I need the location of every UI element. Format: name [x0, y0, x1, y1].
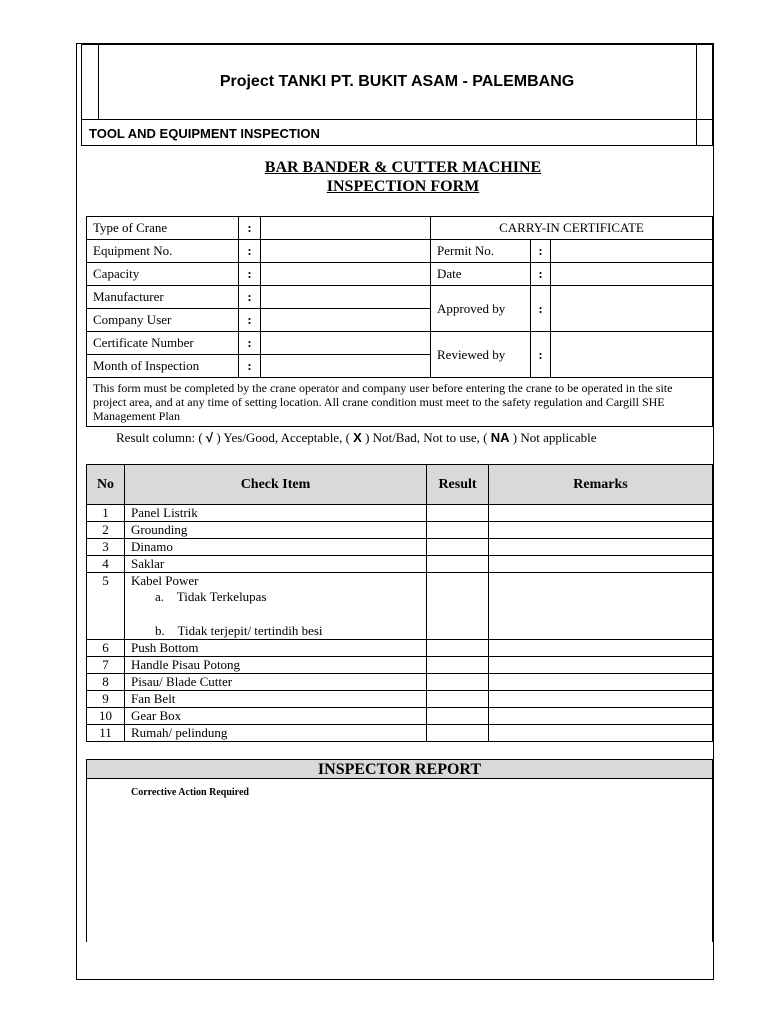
corrective-action-label: Corrective Action Required	[131, 787, 249, 798]
remarks-cell[interactable]	[489, 522, 713, 539]
legend-na: ) Not applicable	[509, 430, 597, 445]
legend-prefix: Result column: (	[116, 430, 206, 445]
result-cell[interactable]	[427, 522, 489, 539]
table-row: 2 Grounding	[87, 522, 713, 539]
manufacturer-label: Manufacturer	[87, 286, 239, 309]
colon: :	[239, 263, 261, 286]
item-label: Kabel Power	[131, 573, 199, 588]
table-row: 10 Gear Box	[87, 708, 713, 725]
form-title-line2: INSPECTION FORM	[326, 178, 480, 195]
carry-in-certificate: CARRY-IN CERTIFICATE	[431, 217, 713, 240]
table-row: 6 Push Bottom	[87, 640, 713, 657]
remarks-cell[interactable]	[489, 725, 713, 742]
result-cell[interactable]	[427, 505, 489, 522]
remarks-cell[interactable]	[489, 505, 713, 522]
colon: :	[531, 240, 551, 263]
result-legend	[116, 430, 597, 446]
form-title-line1: BAR BANDER & CUTTER MACHINE	[264, 159, 542, 176]
remarks-cell[interactable]	[489, 691, 713, 708]
remarks-cell[interactable]	[489, 674, 713, 691]
col-check-item: Check Item	[125, 465, 427, 505]
colon: :	[239, 355, 261, 378]
colon: :	[531, 332, 551, 378]
table-row: 5 Kabel Power a. Tidak Terkelupas b. Tidak terjepit/ tertindih besi	[87, 573, 713, 640]
check-table	[86, 464, 713, 742]
result-cell[interactable]	[427, 674, 489, 691]
result-cell[interactable]	[427, 640, 489, 657]
equipment-no-label: Equipment No.	[87, 240, 239, 263]
month-of-inspection-label: Month of Inspection	[87, 355, 239, 378]
permit-no-label: Permit No.	[431, 240, 531, 263]
approved-by-value[interactable]	[551, 286, 713, 332]
remarks-cell[interactable]	[489, 640, 713, 657]
instruction-note: This form must be completed by the crane operator and company user before entering the crane to be operated in the site project area, and at any time of setting location. All crane condition must meet to the safety regulation and Cargill SHE Management Plan	[87, 378, 713, 427]
table-row: 4 Saklar	[87, 556, 713, 573]
colon: :	[239, 286, 261, 309]
company-user-value[interactable]	[261, 309, 431, 332]
legend-no: ) Not/Bad, Not to use, (	[361, 430, 491, 445]
info-table	[86, 216, 713, 427]
col-remarks: Remarks	[489, 465, 713, 505]
result-cell[interactable]	[427, 556, 489, 573]
result-cell[interactable]	[427, 657, 489, 674]
result-cell[interactable]	[427, 539, 489, 556]
table-row: 7 Handle Pisau Potong	[87, 657, 713, 674]
table-row: 3 Dinamo	[87, 539, 713, 556]
remarks-cell[interactable]	[489, 708, 713, 725]
reviewed-by-label: Reviewed by	[431, 332, 531, 378]
result-cell[interactable]	[427, 573, 489, 640]
na-mark: NA	[490, 430, 510, 445]
approved-by-label: Approved by	[431, 286, 531, 332]
inspector-report-area[interactable]	[86, 779, 713, 942]
colon: :	[531, 263, 551, 286]
form-title	[76, 158, 730, 196]
capacity-value[interactable]	[261, 263, 431, 286]
check-mark-icon: √	[205, 430, 214, 445]
table-row: 8 Pisau/ Blade Cutter	[87, 674, 713, 691]
sub-item-a: a. Tidak Terkelupas	[155, 589, 267, 604]
date-label: Date	[431, 263, 531, 286]
date-value[interactable]	[551, 263, 713, 286]
col-result: Result	[427, 465, 489, 505]
section-subtitle: TOOL AND EQUIPMENT INSPECTION	[89, 125, 320, 141]
col-no: No	[87, 465, 125, 505]
remarks-cell[interactable]	[489, 539, 713, 556]
inspector-report-title: INSPECTOR REPORT	[86, 759, 713, 779]
certificate-number-label: Certificate Number	[87, 332, 239, 355]
company-user-label: Company User	[87, 309, 239, 332]
type-of-crane-label: Type of Crane	[87, 217, 239, 240]
colon: :	[239, 240, 261, 263]
sub-item-b: b. Tidak terjepit/ tertindih besi	[155, 623, 323, 638]
permit-no-value[interactable]	[551, 240, 713, 263]
month-of-inspection-value[interactable]	[261, 355, 431, 378]
result-cell[interactable]	[427, 691, 489, 708]
remarks-cell[interactable]	[489, 556, 713, 573]
table-row: 11 Rumah/ pelindung	[87, 725, 713, 742]
project-title: Project TANKI PT. BUKIT ASAM - PALEMBANG	[219, 73, 575, 90]
reviewed-by-value[interactable]	[551, 332, 713, 378]
colon: :	[239, 309, 261, 332]
manufacturer-value[interactable]	[261, 286, 431, 309]
colon: :	[531, 286, 551, 332]
result-cell[interactable]	[427, 725, 489, 742]
table-row: 1 Panel Listrik	[87, 505, 713, 522]
capacity-label: Capacity	[87, 263, 239, 286]
equipment-no-value[interactable]	[261, 240, 431, 263]
result-cell[interactable]	[427, 708, 489, 725]
colon: :	[239, 217, 261, 240]
remarks-cell[interactable]	[489, 657, 713, 674]
table-row: 9 Fan Belt	[87, 691, 713, 708]
colon: :	[239, 332, 261, 355]
legend-yes: ) Yes/Good, Acceptable, (	[213, 430, 354, 445]
x-mark-icon: X	[353, 430, 362, 445]
remarks-cell[interactable]	[489, 573, 713, 640]
type-of-crane-value[interactable]	[261, 217, 431, 240]
certificate-number-value[interactable]	[261, 332, 431, 355]
